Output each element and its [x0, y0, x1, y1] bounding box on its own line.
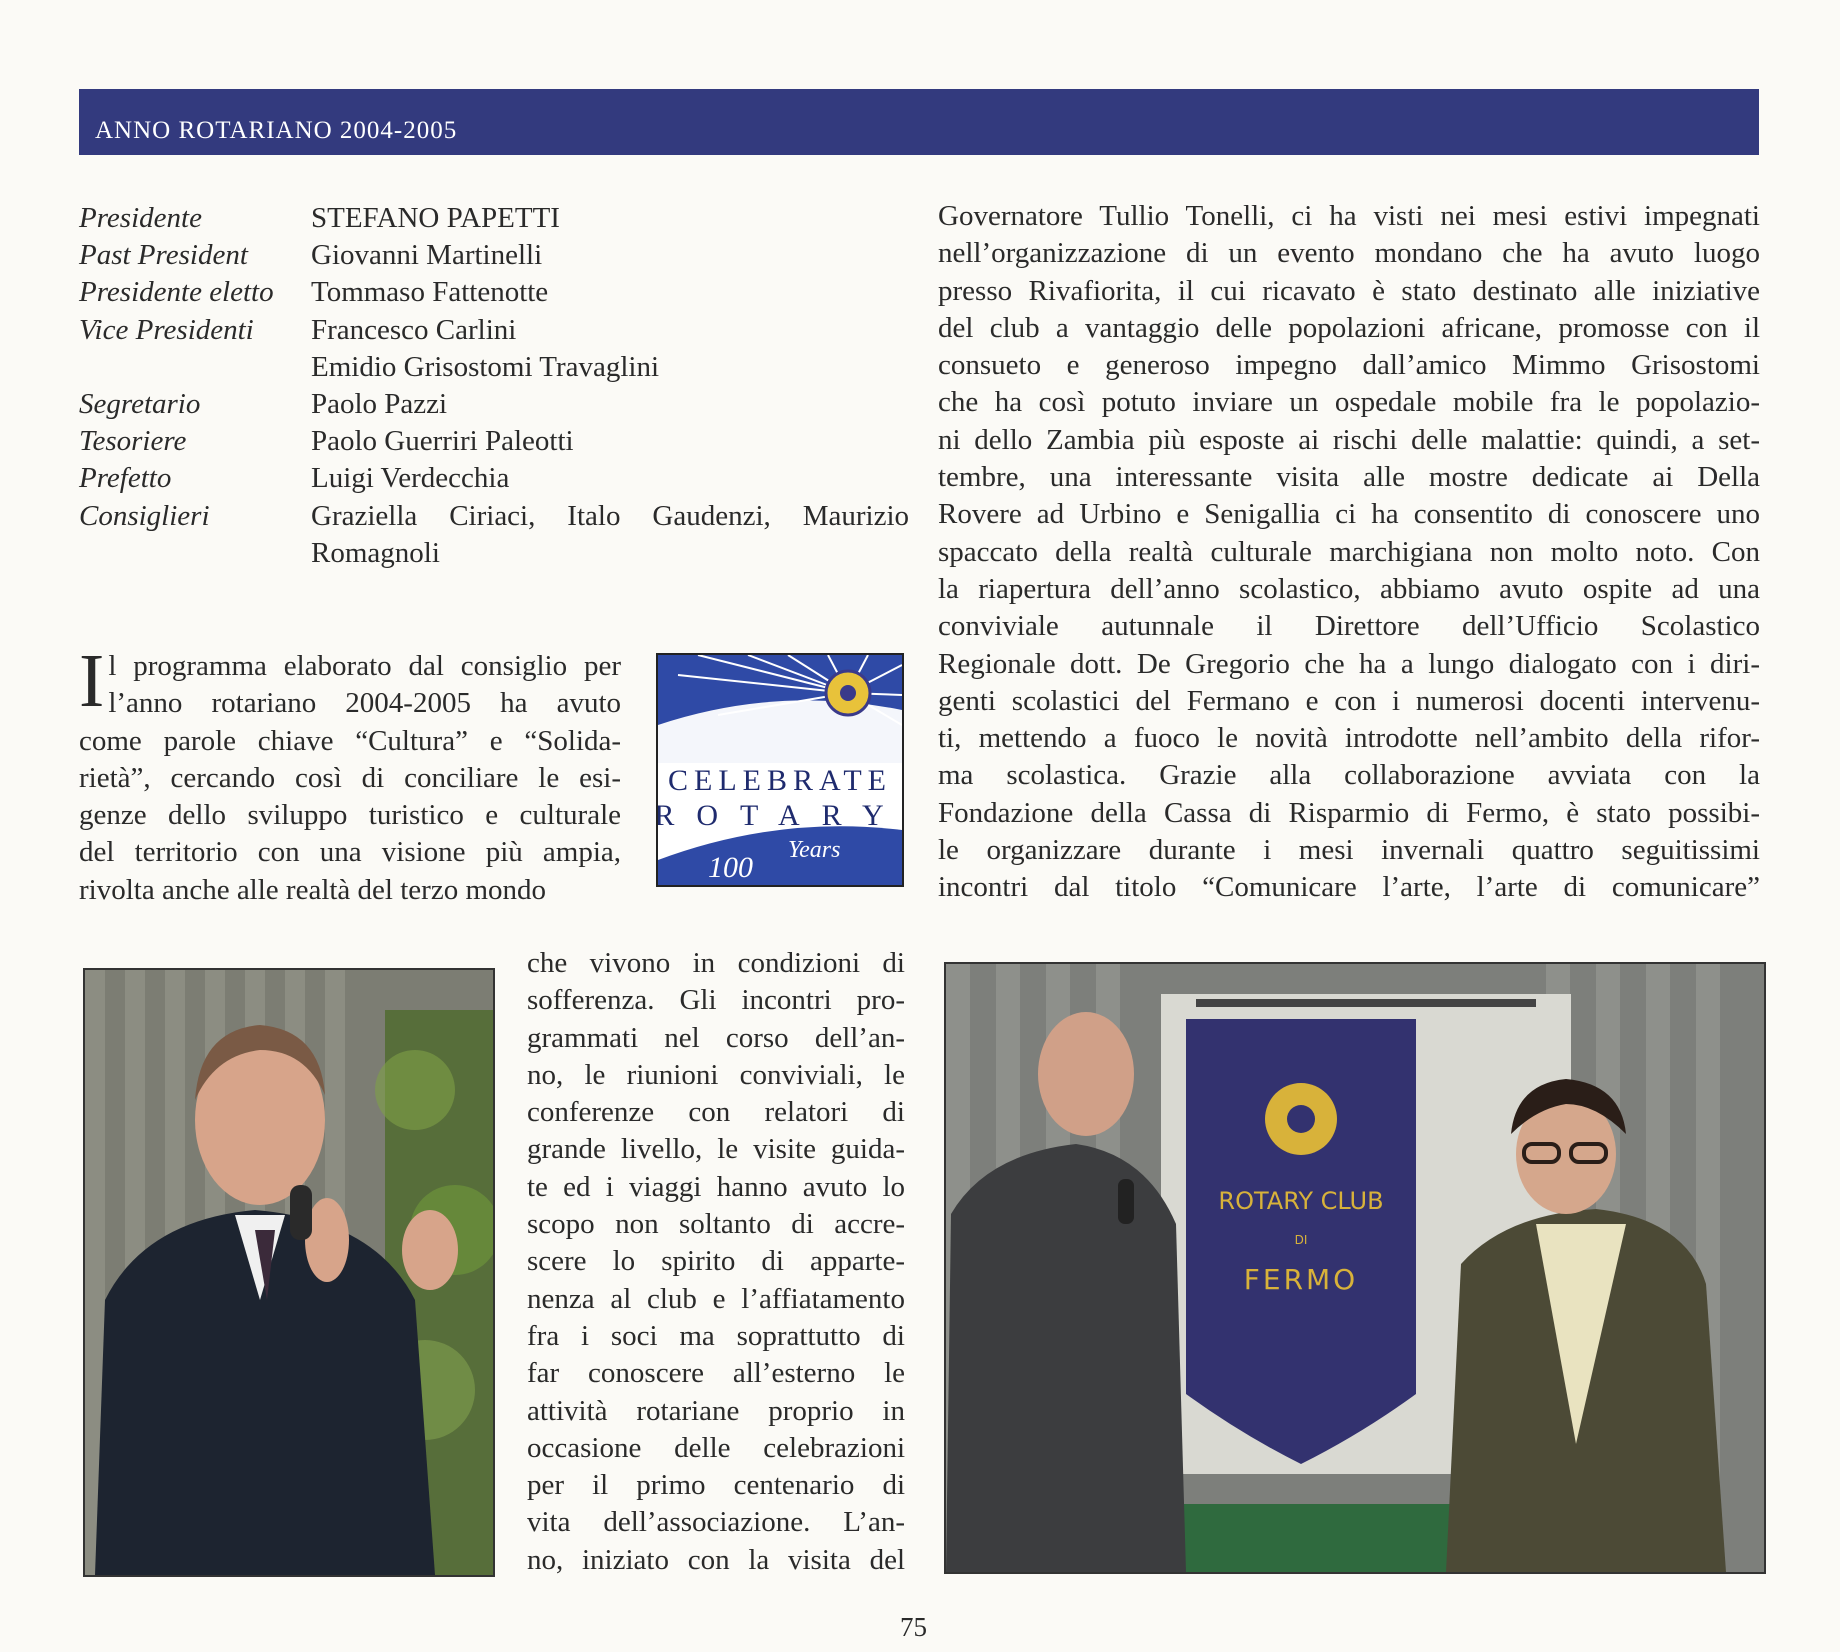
logo-line2: ROTARY	[658, 799, 902, 832]
text-line: tembre, una interessante visita alle mostre dedicate ai Della	[938, 461, 1760, 494]
roster-name: Paolo Guerriri Paleotti	[311, 425, 574, 458]
logo-years-word: Years	[788, 837, 841, 863]
section-header-band	[79, 89, 1759, 155]
text-line: Regionale dott. De Gregorio che ha a lungo dialogato con i diri-	[938, 647, 1760, 680]
intro-paragraph	[79, 639, 621, 909]
text-line: rivolta anche alle realtà del terzo mondo	[79, 873, 547, 906]
text-line: occasione delle celebrazioni	[527, 1431, 905, 1464]
banner-line2: DI	[1294, 1233, 1308, 1247]
text-line: te ed i viaggi hanno avuto lo	[527, 1170, 905, 1203]
roster-row	[79, 498, 909, 535]
roster-row	[79, 349, 909, 386]
roster-name: Luigi Verdecchia	[311, 462, 510, 495]
text-line: scere lo spirito di apparte-	[527, 1245, 905, 1278]
roster-role	[79, 349, 311, 386]
roster-name: Paolo Pazzi	[311, 388, 448, 421]
roster-role: Presidente	[79, 202, 202, 234]
text-line: la riapertura dell’anno scolastico, abbiamo avuto ospite ad una	[938, 572, 1760, 605]
text-line: per il primo centenario di	[527, 1469, 905, 1502]
roster-role: Presidente eletto	[79, 276, 274, 309]
roster-name: Tommaso Fattenotte	[311, 276, 549, 309]
middle-column-text	[527, 945, 905, 1579]
roster-role: Prefetto	[79, 462, 172, 495]
text-line: attività rotariane proprio in	[527, 1394, 905, 1427]
celebrate-rotary-graphic	[658, 655, 902, 885]
roster-row	[79, 200, 909, 237]
text-line: consueto e generoso impegno dall’amico Mimmo Grisostomi	[938, 349, 1760, 382]
text-line: Fondazione della Cassa di Risparmio di Fermo, è stato possibi-	[938, 796, 1760, 829]
text-line: le organizzare durante i mesi invernali quattro seguitissimi	[938, 834, 1760, 867]
photo-speaker	[83, 968, 495, 1577]
text-line: conviviale autunnale il Direttore dell’Ufficio Scolastico	[938, 610, 1760, 643]
text-line: genti scolastici del Fermano e con i numerosi docenti intervenu-	[938, 684, 1760, 717]
text-line: ni dello Zambia più esposte ai rischi delle malattie: quindi, a set-	[938, 423, 1760, 456]
text-line: come parole chiave “Cultura” e “Solida-	[79, 724, 621, 757]
text-line: ma scolastica. Grazie alla collaborazione avviata con la	[938, 759, 1760, 792]
text-line: vita dell’associazione. L’an-	[527, 1506, 905, 1539]
roster-name: Romagnoli	[311, 536, 440, 569]
roster-row	[79, 460, 909, 497]
text-line: far conoscere all’esterno le	[527, 1357, 905, 1390]
text-line: sofferenza. Gli incontri pro-	[527, 984, 905, 1017]
text-line: grande livello, le visite guida-	[527, 1133, 905, 1166]
photo-speaker-graphic	[85, 970, 493, 1575]
text-line: del territorio con una visione più ampia,	[79, 836, 621, 869]
logo-years-number: 100	[708, 851, 753, 884]
roster-row	[79, 237, 909, 274]
text-line: rietà”, cercando così di conciliare le esi-	[79, 761, 621, 794]
text-line: l’anno rotariano 2004-2005 ha avuto	[108, 687, 621, 720]
text-line: ti, mettendo a fuoco le novità introdotte nell’ambito della rifor-	[938, 722, 1760, 755]
roster-name: Graziella Ciriaci, Italo Gaudenzi, Maurizio	[311, 499, 909, 532]
section-title: ANNO ROTARIANO 2004-2005	[95, 117, 458, 144]
roster-row	[79, 312, 909, 349]
roster-name: Giovanni Martinelli	[311, 239, 543, 272]
logo-line1: CELEBRATE	[668, 764, 892, 797]
roster-role: Segretario	[79, 388, 201, 421]
text-line: del club a vantaggio delle popolazioni africane, promosse con il	[938, 311, 1760, 344]
photo-rotary-banner-graphic	[946, 964, 1764, 1572]
text-line: spaccato della realtà culturale marchigiana non molto noto. Con	[938, 535, 1760, 568]
text-line: Governatore Tullio Tonelli, ci ha visti nei mesi estivi impegnati	[938, 200, 1760, 232]
text-line: incontri dal titolo “Comunicare l’arte, l’arte di comunicare”	[938, 871, 1760, 904]
roster-role: Consiglieri	[79, 499, 210, 532]
roster-role: Tesoriere	[79, 425, 187, 458]
officers-roster	[79, 200, 909, 572]
text-line: presso Rivafiorita, il cui ricavato è stato destinato alle iniziative	[938, 274, 1760, 307]
roster-role: Vice Presidenti	[79, 313, 254, 346]
text-line: l programma elaborato dal consiglio per	[108, 650, 621, 682]
text-line: scopo non soltanto di accre-	[527, 1208, 905, 1241]
photo-rotary-banner	[944, 962, 1766, 1574]
roster-name: Francesco Carlini	[311, 313, 517, 346]
celebrate-rotary-logo	[656, 653, 904, 887]
drop-cap: I	[79, 639, 105, 723]
text-line: Rovere ad Urbino e Senigallia ci ha consentito di conoscere uno	[938, 498, 1760, 531]
text-line: che ha così potuto inviare un ospedale mobile fra le popolazio-	[938, 386, 1760, 419]
roster-name: STEFANO PAPETTI	[311, 202, 560, 234]
text-line: genze dello sviluppo turistico e culturale	[79, 799, 621, 832]
banner-line1: ROTARY CLUB	[1218, 1187, 1384, 1215]
roster-name: Emidio Grisostomi Travaglini	[311, 350, 660, 383]
roster-row	[79, 535, 909, 572]
text-line: nenza al club e l’affiatamento	[527, 1282, 905, 1315]
text-line: nell’organizzazione di un evento mondano che ha avuto luogo	[938, 237, 1760, 270]
roster-row	[79, 386, 909, 423]
text-line: no, iniziato con la visita del	[527, 1543, 905, 1576]
roster-role: Past President	[79, 239, 248, 272]
banner-line3: FERMO	[1243, 1263, 1359, 1296]
page-number: 75	[900, 1612, 927, 1642]
roster-row	[79, 423, 909, 460]
text-line: conferenze con relatori di	[527, 1096, 905, 1129]
text-line: no, le riunioni conviviali, le	[527, 1058, 905, 1091]
text-line: fra i soci ma soprattutto di	[527, 1319, 905, 1352]
right-column-text	[938, 198, 1760, 907]
roster-row	[79, 274, 909, 311]
text-line: grammati nel corso dell’an-	[527, 1021, 905, 1054]
text-line: che vivono in condizioni di	[527, 947, 905, 979]
roster-role	[79, 535, 311, 572]
